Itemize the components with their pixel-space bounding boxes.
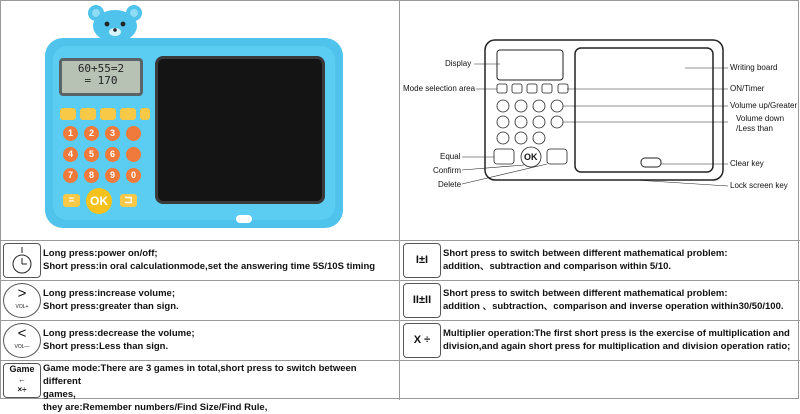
label-writing-board: Writing board bbox=[730, 63, 778, 72]
mode-button-1[interactable] bbox=[60, 108, 76, 120]
bear-ears-icon bbox=[86, 4, 144, 42]
header-divider bbox=[0, 240, 800, 241]
key-6[interactable]: 6 bbox=[105, 147, 120, 162]
row4-left-text: Game mode:There are 3 games in total,short press to switch between different games, they are:Remember numbers/Find Size/Find Rule, bbox=[43, 363, 357, 413]
mode-button-2[interactable] bbox=[80, 108, 96, 120]
label-volume-up: Volume up/Greater bbox=[730, 101, 798, 110]
row1-right-icon: I±I bbox=[403, 243, 441, 278]
key-5[interactable]: 5 bbox=[84, 147, 99, 162]
key-7[interactable]: 7 bbox=[63, 168, 78, 183]
mode-button-5[interactable] bbox=[140, 108, 150, 120]
delete-button[interactable]: ⊐ bbox=[120, 194, 137, 207]
key-9[interactable]: 9 bbox=[105, 168, 120, 183]
writing-board[interactable] bbox=[155, 56, 325, 204]
row-divider-1 bbox=[0, 280, 800, 281]
row2-right-icon: II±II bbox=[403, 283, 441, 318]
row3-right-text: Multiplier operation:The first short press is the exercise of multiplication and division,and again short press for multiplication and division operation ratio; bbox=[443, 328, 791, 352]
lcd-line-1: 60+55=2 bbox=[77, 62, 125, 75]
ok-button[interactable]: OK bbox=[86, 188, 112, 214]
row2-left-text: Long press:increase volume; Short press:greater than sign. bbox=[43, 288, 179, 312]
mode-button-4[interactable] bbox=[120, 108, 136, 120]
power-timer-icon bbox=[3, 243, 41, 278]
row-divider-2 bbox=[0, 320, 800, 321]
key-side-1[interactable] bbox=[126, 126, 141, 141]
label-equal: Equal bbox=[440, 152, 461, 161]
row1-right-text: Short press to switch between different mathematical problem: addition、subtraction and comparison within 5/10. bbox=[443, 248, 728, 272]
row1-left-text: Long press:power on/off; Short press:in oral calculationmode,set the answering time 5S/10S timing bbox=[43, 248, 376, 272]
row-divider-3 bbox=[0, 360, 800, 361]
label-delete: Delete bbox=[438, 180, 462, 189]
label-clear-key: Clear key bbox=[730, 159, 764, 168]
lcd-line-2: = 170 bbox=[84, 74, 118, 87]
volume-up-icon: > VOL+ bbox=[3, 283, 41, 318]
key-2[interactable]: 2 bbox=[84, 126, 99, 141]
label-display: Display bbox=[445, 59, 472, 68]
key-1[interactable]: 1 bbox=[63, 126, 78, 141]
product-illustration bbox=[0, 0, 400, 240]
diagram-ok-key: OK bbox=[524, 152, 538, 162]
row2-right-text: Short press to switch between different mathematical problem: addition 、subtraction、comparison and inverse operation within30/50/100. bbox=[443, 288, 784, 312]
mode-button-3[interactable] bbox=[100, 108, 116, 120]
key-3[interactable]: 3 bbox=[105, 126, 120, 141]
clear-key[interactable] bbox=[236, 215, 252, 223]
label-on-timer: ON/Timer bbox=[730, 84, 765, 93]
row3-right-icon: X ÷ bbox=[403, 323, 441, 358]
game-mode-icon: Game ← ×÷ bbox=[3, 363, 41, 398]
label-confirm: Confirm bbox=[433, 166, 462, 175]
label-volume-down: Volume down /Less than bbox=[736, 114, 785, 133]
key-8[interactable]: 8 bbox=[84, 168, 99, 183]
row3-left-text: Long press:decrease the volume; Short press:Less than sign. bbox=[43, 328, 195, 352]
label-mode-selection: Mode selection area bbox=[403, 84, 476, 93]
lcd-display bbox=[59, 58, 143, 96]
key-4[interactable]: 4 bbox=[63, 147, 78, 162]
key-side-2[interactable] bbox=[126, 147, 141, 162]
volume-down-icon: < VOL— bbox=[3, 323, 41, 358]
device-diagram bbox=[400, 0, 800, 240]
key-0[interactable]: 0 bbox=[126, 168, 141, 183]
label-lock-screen-key: Lock screen key bbox=[730, 181, 788, 190]
equal-button[interactable]: = bbox=[63, 194, 80, 207]
